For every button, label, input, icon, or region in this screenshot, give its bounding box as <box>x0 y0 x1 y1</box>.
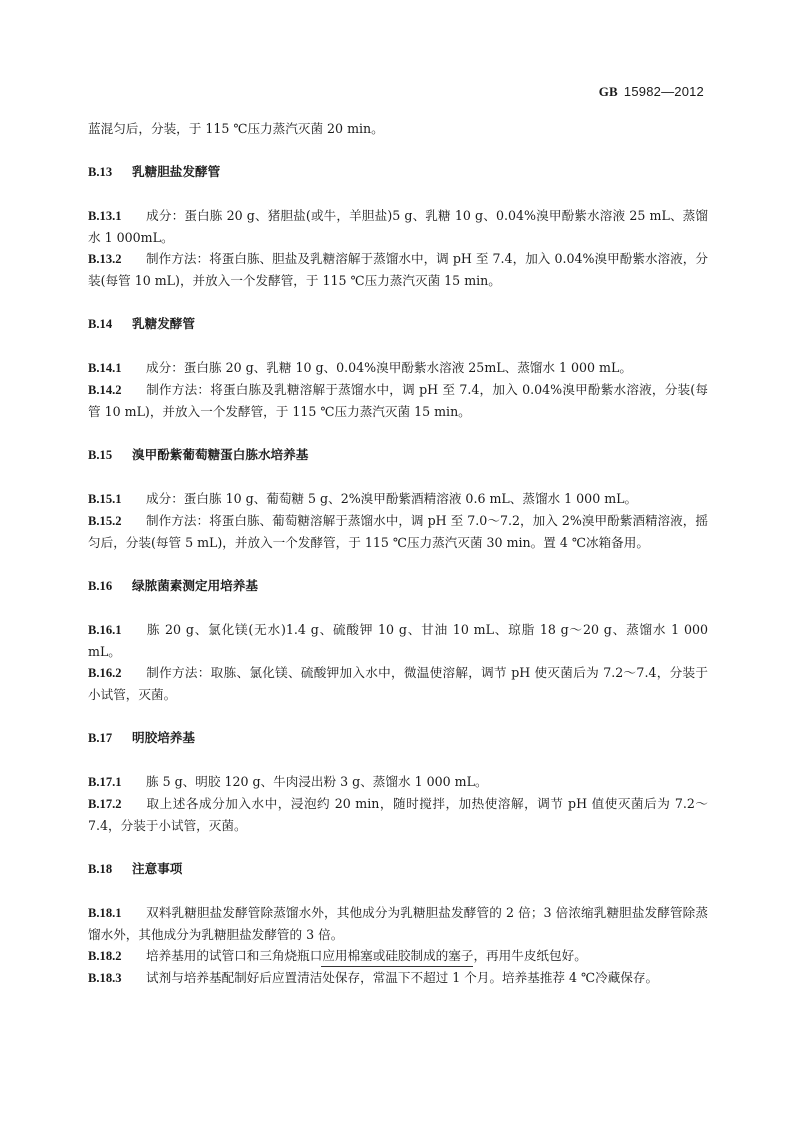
clause: B.16.2 制作方法：取胨、氯化镁、硫酸钾加入水中，微温使溶解，调节 pH 使灭菌后为 7.2～7.4，分装于小试管，灭菌。 <box>88 665 708 702</box>
section-heading: B.18 注意事项 <box>88 861 183 876</box>
section-b15 <box>88 444 708 553</box>
section-b18 <box>88 858 708 989</box>
clause: B.18.3 试剂与培养基配制好后应置清洁处保存，常温下不超过 1 个月。培养基推荐 4 ℃冷藏保存。 <box>88 970 659 985</box>
clause: B.17.2 取上述各成分加入水中，浸泡约 20 min，随时搅拌，加热使溶解，调节 pH 值使灭菌后为 7.2～7.4，分装于小试管，灭菌。 <box>88 796 708 833</box>
document-body <box>88 118 708 989</box>
section-heading: B.17 明胶培养基 <box>88 730 195 745</box>
section-heading: B.15 溴甲酚紫葡萄糖蛋白胨水培养基 <box>88 447 309 462</box>
clause: B.13.1 成分：蛋白胨 20 g、猪胆盐(或牛，羊胆盐)5 g、乳糖 10 g、0.04%溴甲酚紫水溶液 25 mL、蒸馏水 1 000mL。 <box>88 208 708 245</box>
clause: B.17.1 胨 5 g、明胶 120 g、牛肉浸出粉 3 g、蒸馏水 1 000 mL。 <box>88 774 488 789</box>
clause: B.13.2 制作方法：将蛋白胨、胆盐及乳糖溶解于蒸馏水中，调 pH 至 7.4，加入 0.04%溴甲酚紫水溶液，分装(每管 10 mL)，并放入一个发酵管，于 115 ℃压力蒸汽灭菌 15 min。 <box>88 251 708 288</box>
section-heading: B.13 乳糖胆盐发酵管 <box>88 164 221 179</box>
section-b17 <box>88 727 708 836</box>
section-b16 <box>88 575 708 705</box>
continuation-text: 蓝混匀后，分装，于 115 ℃压力蒸汽灭菌 20 min。 <box>88 121 384 136</box>
clause: B.15.2 制作方法：将蛋白胨、葡萄糖溶解于蒸馏水中，调 pH 至 7.0～7.2，加入 2%溴甲酚紫酒精溶液，摇匀后，分装(每管 5 mL)，并放入一个发酵管，于 115 ℃压力蒸汽灭菌 30 min。置 4 ℃冰箱备用。 <box>88 513 708 550</box>
clause: B.15.1 成分：蛋白胨 10 g、葡萄糖 5 g、2%溴甲酚紫酒精溶液 0.6 mL、蒸馏水 1 000 mL。 <box>88 491 638 506</box>
clause: B.16.1 胨 20 g、氯化镁(无水)1.4 g、硫酸钾 10 g、甘油 10 mL、琼脂 18 g～20 g、蒸馏水 1 000 mL。 <box>88 622 708 659</box>
clause: B.18.1 双料乳糖胆盐发酵管除蒸馏水外，其他成分为乳糖胆盐发酵管的 2 倍；3 倍浓缩乳糖胆盐发酵管除蒸馏水外，其他成分为乳糖胆盐发酵管的 3 倍。 <box>88 905 708 942</box>
standard-code <box>599 84 704 100</box>
clause: B.14.1 成分：蛋白胨 20 g、乳糖 10 g、0.04%溴甲酚紫水溶液 25mL、蒸馏水 1 000 mL。 <box>88 360 632 375</box>
standard-prefix: GB <box>598 84 618 99</box>
standard-number: 15982—2012 <box>623 84 704 99</box>
section-b14 <box>88 313 708 422</box>
end-of-document-rule <box>321 966 473 967</box>
section-heading: B.16 绿脓菌素测定用培养基 <box>88 578 258 593</box>
section-b13 <box>88 161 708 291</box>
clause: B.18.2 培养基用的试管口和三角烧瓶口应用棉塞或硅胶制成的塞子，再用牛皮纸包好。 <box>88 948 587 963</box>
clause: B.14.2 制作方法：将蛋白胨及乳糖溶解于蒸馏水中，调 pH 至 7.4，加入 0.04%溴甲酚紫水溶液，分装(每管 10 mL)，并放入一个发酵管，于 115 ℃压力蒸汽灭菌 15 min。 <box>88 382 708 419</box>
section-heading: B.14 乳糖发酵管 <box>88 316 195 331</box>
